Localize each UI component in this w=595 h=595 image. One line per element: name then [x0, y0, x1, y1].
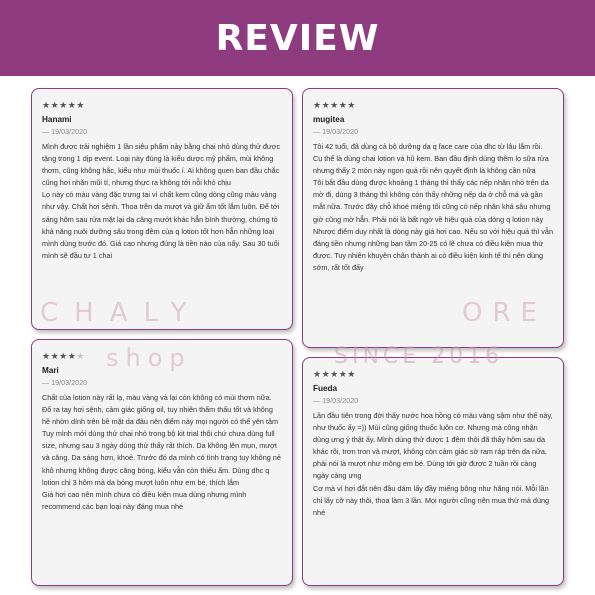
- star-icons: ★★★★★: [313, 101, 356, 111]
- star-rating: [42, 101, 282, 111]
- star-empty-icons: ★: [76, 352, 85, 362]
- star-icons: ★★★★★: [313, 370, 356, 380]
- reviewer-name: Hanami: [42, 115, 72, 124]
- review-date: — 19/03/2020: [313, 396, 359, 405]
- page-title: REVIEW: [215, 17, 380, 59]
- review-paragraph: Tôi 42 tuổi, đã dùng cả bộ dưỡng da q face care của dhc từ lâu lắm rồi. Cụ thể là dùng chai lotion và hũ kem. Ban đầu định dùng thêm lọ sữa rửa nhưng thấy 2 món này ngon quá rồi nên quyết định là không cần nữa: [313, 142, 549, 176]
- review-paragraph: Tuy mình mới dùng thử chai nhỏ trong bộ kit trial thôi chứ chưa dùng full size, nhưng sau 3 ngày dùng thử thấy rất thích. Da không lên mụn, mượt và căng. Da sáng hơn, khoẻ. Trước đó da mình có tình trạng tuy không nẻ khô nhưng không được căng bóng, kiểu vẫn còn thiếu ẩm. Dùng dhc q lotion chỉ 3 hôm mà da bóng mượt luôn như em bé, thích lắm: [42, 429, 281, 487]
- review-paragraph: Lọ này có màu vàng đặc trưng tai vì chất kem cũng dòng cũng màu vàng như vậy. Chất hơi sệnh. Thoa trên da mượt và giữ ẩm tốt lắm luôn. Để tới sáng hôm sau rửa mặt lại da căng mướt khác hẳn bình thường, chứng tỏ khả năng nuôi dưỡng sâu trong đêm của q lotion tốt hơn hẳn những loại mình dùng trước đó. Giá cao nhưng đúng là tiền nào của nấy. Sau 30 tuổi mình sẽ đầu tư 1 chai: [42, 190, 280, 260]
- review-text: [42, 392, 282, 513]
- review-paragraph: Chất của lotion này rất lạ, màu vàng và lại còn không có mùi thơm nữa. Đổ ra tay hơi sệnh, cảm giác giống oil, tuy nhiên thẩm thấu tốt và không hề nhờn dính trên bề mặt da đâu nên điểm này mọi người có thể yên tâm: [42, 393, 279, 427]
- star-rating: [313, 370, 553, 380]
- review-date: — 19/03/2020: [42, 127, 88, 136]
- review-card: [302, 357, 564, 586]
- watermark-shop: shop: [106, 344, 192, 372]
- star-icons: ★★★★★: [42, 101, 85, 111]
- review-date: — 19/03/2020: [42, 378, 88, 387]
- review-date: — 19/03/2020: [313, 127, 359, 136]
- review-header-banner: [0, 0, 595, 76]
- watermark-store: ORE: [462, 298, 547, 328]
- review-text: [42, 141, 282, 262]
- watermark-since: SINCE 2016: [334, 344, 504, 369]
- reviewer-name: Mari: [42, 366, 59, 375]
- star-icons: ★★★★: [42, 352, 77, 362]
- star-rating: [42, 352, 282, 362]
- review-text: [313, 141, 553, 274]
- review-paragraph: Cơ mà vì hơi đắt nên đầu dám lấy đầy miếng bông như hãng nói. Mỗi lần chỉ lấy cỡ này thôi, thoa làm 3 lần. Mọi người cũng nên mua thử mà dùng nhé: [313, 483, 550, 517]
- review-paragraph: Mình được trải nghiệm 1 lần siêu phẩm này bằng chai nhỏ dùng thử được tặng trong 1 dịp event. Loại này đúng là kiểu dược mỹ phẩm, mùi không thơm, cũng không hắc, kiểu như mùi thuốc í. Ai không quen ban đầu chắc cũng hơi nhăn mũi tí, nhưng thực ra không tới nỗi khó chịu: [42, 142, 281, 188]
- review-card: [31, 88, 293, 330]
- review-paragraph: Lần đầu tiên trong đời thấy nước hoa hồng có màu vàng sậm như thế này, như thuốc ấy =)) Mùi cũng giống thuốc luôn cơ. Nhưng mà công nhận dùng ưng ý thật ấy. Mình dùng thử được 1 đêm thôi đã thấy hôm sau da khác rõi, trơn tron và mượt, không còn cảm giác sờ ram ráp trên da nữa, phải nói là mượt như mông em bé. Dùng tới giờ được 2 tuần rồi càng ngày càng ưng: [313, 411, 553, 481]
- review-card: [31, 339, 293, 586]
- star-rating: [313, 101, 553, 111]
- watermark-brand: CHALY: [40, 298, 203, 328]
- reviewer-name: mugitea: [313, 115, 345, 124]
- reviewer-name: Fueda: [313, 384, 338, 393]
- review-paragraph: Nhược điểm duy nhất là dòng này giá hơi cao. Nếu so với hiệu quả thì vẫn đáng tiền nhưng những bạn tầm 20-25 có lẽ chưa có điều kiện mua thử được. Tuy nhiên khuyên chân thành ai có điều kiện kinh tế thì nên dùng sớm, rất tốt đấy: [313, 226, 553, 272]
- review-text: [313, 410, 553, 519]
- review-paragraph: Giá hơi cao nên mình chưa có điều kiện mua dùng nhưng mình recommend các bạn loại này đáng mua nhé: [42, 489, 247, 511]
- review-card: [302, 88, 564, 348]
- review-paragraph: Tôi bắt đầu dùng được khoảng 1 tháng thì thấy các nếp nhăn nhỏ trên da mờ đi, dùng 3 tháng thì không còn thấy những nếp da ở chỗ má và gần mắt nữa. Trước đây chỗ khoé miệng tôi cũng có nếp nhăn khá sâu nhưng giờ cũng mờ hẳn. Phải nói là bất ngờ về hiệu quả của dòng q lotion này: [313, 178, 551, 224]
